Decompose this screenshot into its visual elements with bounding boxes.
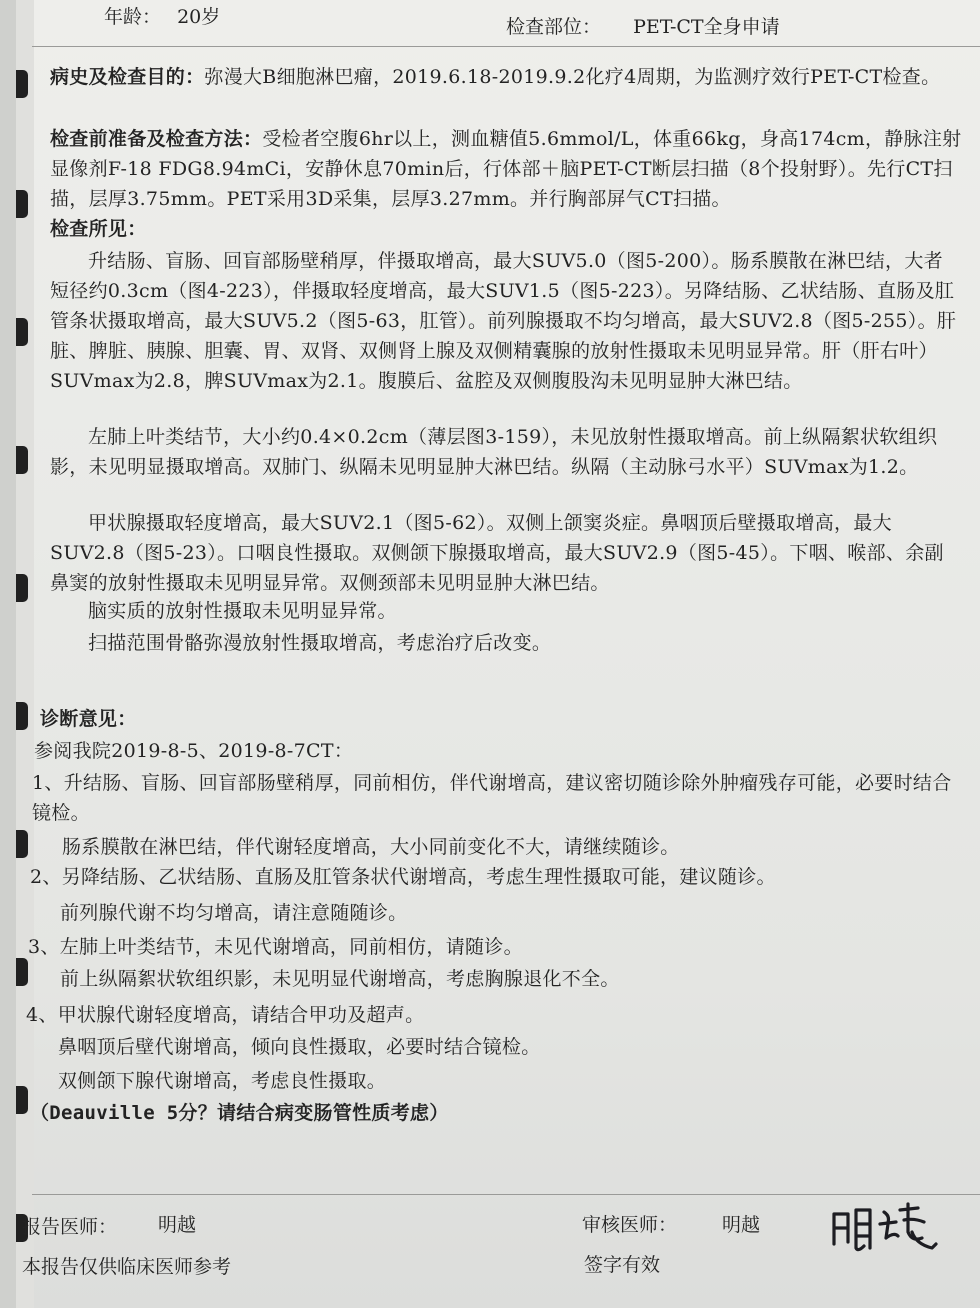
handwritten-signature <box>828 1202 938 1258</box>
binder-hole <box>16 318 28 346</box>
method-label: 检查前准备及检查方法： <box>50 128 263 150</box>
signature-valid: 签字有效 <box>584 1254 661 1276</box>
findings-paragraph: 甲状腺摄取轻度增高，最大SUV2.1（图5-62）。双侧上颌窦炎症。鼻咽顶后壁摄取增高，最大SUV2.8（图5-23）。口咽良性摄取。双侧颌下腺摄取增高，最大SUV2.9（图5-45）。下咽、喉部、余副鼻窦的放射性摄取未见明显异常。双侧颈部未见明显肿大淋巴结。 <box>50 512 944 594</box>
reviewer-name: 明越 <box>722 1214 761 1236</box>
footer-divider <box>32 1194 980 1195</box>
diagnosis-item-4: 4、甲状腺代谢轻度增高，请结合甲功及超声。 <box>26 1004 425 1026</box>
diagnosis-item-3: 3、左肺上叶类结节，未见代谢增高，同前相仿，请随诊。 <box>28 936 523 958</box>
reviewer-label: 审核医师： <box>582 1214 678 1236</box>
exam-part-row <box>506 12 780 39</box>
findings-paragraph: 扫描范围骨骼弥漫放射性摄取增高，考虑治疗后改变。 <box>88 632 552 654</box>
findings-paragraph: 左肺上叶类结节，大小约0.4×0.2cm（薄层图3-159），未见放射性摄取增高。前上纵隔絮状软组织影，未见明显摄取增高。双肺门、纵隔未见明显肿大淋巴结。纵隔（主动脉弓水平）SUVmax为1.2。 <box>50 426 938 478</box>
history-label: 病史及检查目的： <box>50 66 205 88</box>
binder-hole <box>16 1086 28 1114</box>
history-text: 弥漫大B细胞淋巴瘤，2019.6.18-2019.9.2化疗4周期，为监测疗效行PET-CT检查。 <box>204 66 941 88</box>
method-text: 受检者空腹6hr以上，测血糖值5.6mmol/L，体重66kg，身高174cm，静脉注射显像剂F-18 FDG8.94mCi，安静休息70min后，行体部＋脑PET-CT断层扫描（8个投射野）。先行CT扫描，层厚3.75mm。PET采用3D采集，层厚3.27mm。并行胸部屏气CT扫描。 <box>50 128 962 210</box>
diagnosis-item-4-sub: 鼻咽顶后壁代谢增高，倾向良性摄取，必要时结合镜检。 <box>58 1036 541 1058</box>
reporter-name: 明越 <box>158 1214 197 1236</box>
age-value: 20岁 <box>177 6 221 28</box>
diagnosis-item-3-sub: 前上纵隔絮状软组织影，未见明显代谢增高，考虑胸腺退化不全。 <box>60 968 620 990</box>
findings-paragraph: 脑实质的放射性摄取未见明显异常。 <box>88 600 397 622</box>
binder-hole <box>16 70 28 98</box>
diagnosis-label: 诊断意见： <box>40 708 137 730</box>
binder-hole <box>16 446 28 474</box>
method-section <box>50 124 962 214</box>
report-paper <box>16 0 980 1308</box>
age-row <box>104 2 220 29</box>
binder-hole <box>16 830 28 858</box>
age-label: 年龄： <box>104 6 162 28</box>
history-section <box>50 62 962 92</box>
diagnosis-item-1-sub: 肠系膜散在淋巴结，伴代谢轻度增高，大小同前变化不大，请继续随诊。 <box>62 836 680 858</box>
findings-paragraph: 升结肠、盲肠、回盲部肠壁稍厚，伴摄取增高，最大SUV5.0（图5-200）。肠系膜散在淋巴结，大者短径约0.3cm（图4-223），伴摄取轻度增高，最大SUV1.5（图5-223）。另降结肠、乙状结肠、直肠及肛管条状摄取增高，最大SUV5.2（图5-63，肛管）。前列腺摄取不均匀增高，最大SUV2.8（图5-255）。肝脏、脾脏、胰腺、胆囊、胃、双肾、双侧肾上腺及双侧精囊腺的放射性摄取未见明显异常。肝（肝右叶）SUVmax为2.8，脾SUVmax为2.1。腹膜后、盆腔及双侧腹股沟未见明显肿大淋巴结。 <box>50 250 957 392</box>
diagnosis-item-4-sub: 双侧颌下腺代谢增高，考虑良性摄取。 <box>58 1070 387 1092</box>
exam-part-value: PET-CT全身申请 <box>633 16 780 38</box>
reporter-label: 报告医师： <box>22 1216 118 1238</box>
deauville-note: （Deauville 5分？请结合病变肠管性质考虑） <box>30 1102 449 1124</box>
disclaimer: 本报告仅供临床医师参考 <box>22 1256 232 1278</box>
binder-hole <box>16 702 28 730</box>
findings-label: 检查所见： <box>50 218 147 240</box>
exam-part-label: 检查部位： <box>506 16 602 38</box>
diagnosis-item-2-sub: 前列腺代谢不均匀增高，请注意随随诊。 <box>60 902 408 924</box>
binder-hole <box>16 958 28 986</box>
header-divider <box>32 46 980 47</box>
diagnosis-item-2: 2、另降结肠、乙状结肠、直肠及肛管条状代谢增高，考虑生理性摄取可能，建议随诊。 <box>30 866 776 888</box>
diagnosis-item-1: 1、升结肠、盲肠、回盲部肠壁稍厚，同前相仿，伴代谢增高，建议密切随诊除外肿瘤残存可能，必要时结合镜检。 <box>32 772 952 824</box>
binder-hole <box>16 190 28 218</box>
binder-hole <box>16 574 28 602</box>
diagnosis-reference: 参阅我院2019-8-5、2019-8-7CT： <box>34 740 354 762</box>
